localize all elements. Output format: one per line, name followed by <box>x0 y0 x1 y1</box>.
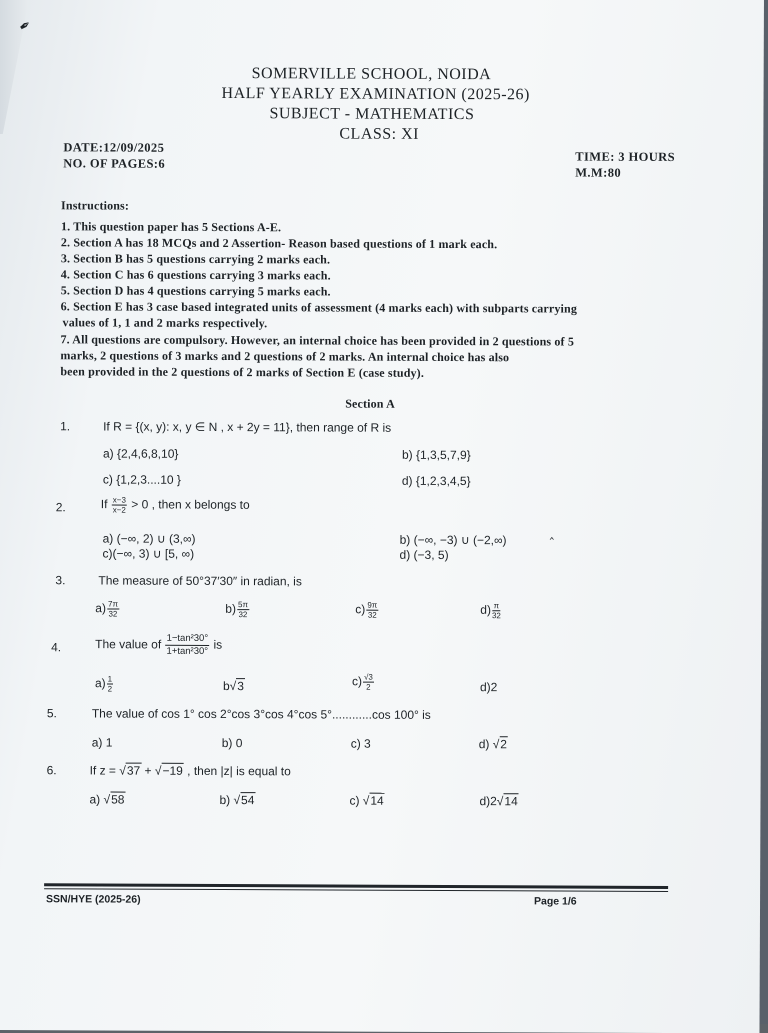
question-number: 3. <box>55 573 66 588</box>
option-a <box>95 599 120 618</box>
option-b: b) (−∞, −3) ∪ (−2,∞) <box>399 532 507 548</box>
question-number: 2. <box>55 500 66 515</box>
radicand: 2 <box>500 737 508 752</box>
option-label: c) <box>355 602 366 617</box>
option-a <box>95 674 114 693</box>
question-number: 1. <box>60 419 71 434</box>
section-title: Section A <box>345 396 395 411</box>
option-d <box>480 601 502 620</box>
max-marks: M.M:80 <box>575 165 622 180</box>
question-number: 5. <box>46 706 57 721</box>
exam-title: HALF YEARLY EXAMINATION (2025-26) <box>221 85 530 104</box>
fraction-numerator: 1 <box>107 674 113 684</box>
option-d: d)2 <box>479 680 498 695</box>
fraction-denominator: 32 <box>491 611 501 621</box>
option-label: c) <box>351 674 363 689</box>
option-c <box>349 794 384 808</box>
fraction <box>112 496 127 515</box>
question-text <box>101 495 250 515</box>
option-label: a) √ <box>89 792 111 807</box>
fraction-numerator: 7π <box>107 599 118 609</box>
question-text <box>90 763 291 778</box>
subject-line: SUBJECT - MATHEMATICS <box>269 105 475 124</box>
fraction-numerator: √3 <box>364 672 373 682</box>
radicand: 14 <box>370 793 384 808</box>
instruction-line: 7. All questions are compulsory. However, an internal choice has been provided in 2 questions of 5 <box>60 332 575 349</box>
fraction <box>165 633 209 658</box>
radicand: 37 <box>126 763 141 778</box>
fraction-denominator: 32 <box>367 610 377 620</box>
tick-mark-icon: ‸ <box>549 524 555 540</box>
option-a: a) 1 <box>91 735 113 750</box>
exam-date: DATE:12/09/2025 <box>63 140 165 155</box>
fraction-denominator: 2 <box>107 684 113 694</box>
question-number: 4. <box>51 640 62 655</box>
option-a: a) {2,4,6,8,10} <box>102 446 179 461</box>
option-d: d) (−3, 5) <box>399 547 449 562</box>
instruction-line: 5. Section D has 4 questions carrying 5 marks each. <box>60 283 331 299</box>
instruction-line: 4. Section C has 6 questions carrying 3 marks each. <box>60 267 331 283</box>
question-suffix: , then |z| is equal to <box>183 763 291 779</box>
option-label: b) √ <box>219 793 241 808</box>
option-label: c) √ <box>349 793 370 808</box>
fraction-numerator: x−3 <box>112 495 126 505</box>
fraction-denominator: x−2 <box>112 505 126 515</box>
option-a: a) (−∞, 2) ∪ (3,∞) <box>102 531 196 546</box>
option-label: d)2√ <box>479 794 504 809</box>
fraction-numerator: 1−tan²30° <box>166 633 210 646</box>
instruction-line: values of 1, 1 and 2 marks respectively. <box>62 315 268 331</box>
fraction-numerator: 9π <box>367 600 378 610</box>
fraction-numerator: 5π <box>237 600 248 610</box>
fraction-denominator: 32 <box>108 609 118 619</box>
option-label: b√ <box>222 679 237 694</box>
instruction-line: 2. Section A has 18 MCQs and 2 Assertion- Reason based questions of 1 mark each. <box>60 235 498 252</box>
fraction <box>363 673 374 692</box>
option-label: a) <box>94 676 106 691</box>
option-c <box>355 601 379 620</box>
radicand: −19 <box>162 763 183 778</box>
option-label: b) <box>225 601 237 616</box>
question-text: If R = {(x, y): x, y ∈ N , x + 2y = 11}, then range of R is <box>103 419 392 435</box>
instruction-line: marks, 2 questions of 3 marks and 2 questions of 2 marks. An internal choice has also <box>60 348 510 365</box>
fraction-denominator: 2 <box>366 682 371 692</box>
radicand: 14 <box>504 794 518 809</box>
option-b: b) {1,3,5,7,9} <box>401 447 471 463</box>
question-suffix: > 0 , then x belongs to <box>131 497 250 512</box>
class-line: CLASS: XI <box>339 125 420 143</box>
footer-code: SSN/HYE (2025-26) <box>46 893 141 906</box>
radicand: 54 <box>241 793 255 808</box>
instruction-line: 1. This question paper has 5 Sections A-E. <box>60 219 282 235</box>
radicand: 3 <box>237 679 244 694</box>
option-c: c)(−∞, 3) ∪ [5, ∞) <box>102 546 195 561</box>
fraction <box>492 601 501 620</box>
question-prefix: If z = √ <box>89 763 126 778</box>
option-label: d) √ <box>478 737 500 752</box>
fraction <box>107 600 119 619</box>
fraction-denominator: 32 <box>238 610 248 620</box>
option-c: c) 3 <box>350 736 371 751</box>
option-b: b) 0 <box>221 736 243 751</box>
footer-rule-thin <box>44 888 668 892</box>
option-a <box>89 792 125 806</box>
question-text: The value of cos 1° cos 2°cos 3°cos 4°cos 5°............cos 100° is <box>91 706 431 722</box>
fraction <box>366 601 378 620</box>
option-d <box>479 794 518 808</box>
option-d: d) {1,2,3,4,5} <box>401 473 471 489</box>
radicand: 58 <box>111 792 125 807</box>
exam-time: TIME: 3 HOURS <box>575 149 675 164</box>
fraction <box>237 600 249 619</box>
option-label: d) <box>480 602 492 617</box>
question-prefix: The value of <box>95 637 162 652</box>
question-text <box>95 632 222 658</box>
instruction-line: 6. Section E has 3 case based integrated units of assessment (4 marks each) with subparts carrying <box>60 299 578 316</box>
fraction-denominator: 1+tan²30° <box>166 645 209 657</box>
instructions-title: Instructions: <box>61 198 130 213</box>
option-b <box>219 793 255 807</box>
page-number: Page 1/6 <box>534 895 577 908</box>
option-c <box>352 673 375 692</box>
option-b <box>225 600 250 619</box>
pen-mark-icon: ✒ <box>16 17 35 37</box>
option-c: c) {1,2,3....10 } <box>102 472 181 487</box>
question-number: 6. <box>46 763 57 778</box>
fraction <box>107 675 114 694</box>
option-d <box>479 737 508 751</box>
fraction-numerator: π <box>493 601 500 611</box>
question-prefix: If <box>100 497 108 512</box>
instruction-line: been provided in the 2 questions of 2 marks of Section E (case study). <box>60 364 425 380</box>
question-suffix: is <box>213 637 223 652</box>
question-text: The measure of 50°37′30″ in radian, is <box>98 573 302 589</box>
question-middle: + √ <box>141 763 162 778</box>
option-label: a) <box>95 601 107 616</box>
school-name: SOMERVILLE SCHOOL, NOIDA <box>251 65 492 84</box>
page-count: NO. OF PAGES:6 <box>63 156 166 171</box>
instruction-line: 3. Section B has 5 questions carrying 2 marks each. <box>60 251 331 267</box>
option-b <box>223 679 245 693</box>
